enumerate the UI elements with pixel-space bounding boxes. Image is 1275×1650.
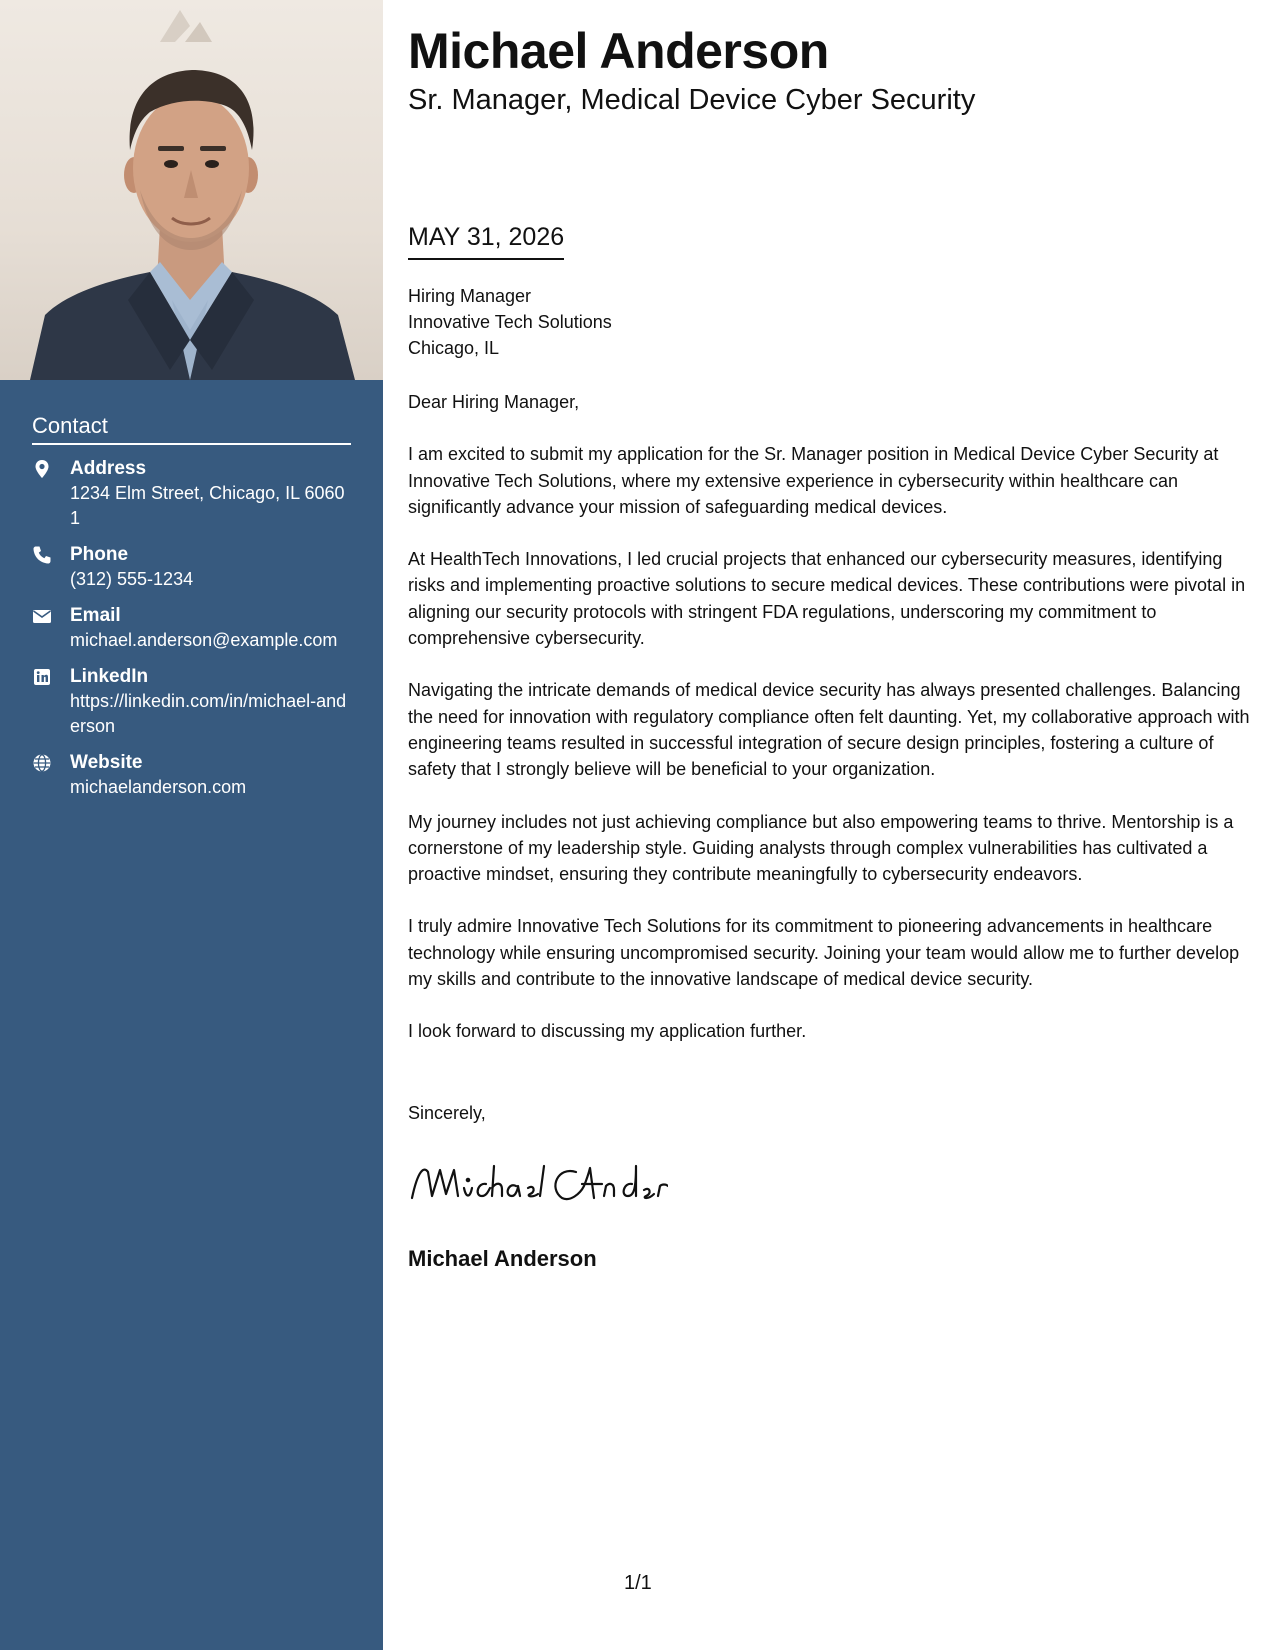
contact-website: [32, 751, 351, 800]
paragraph: My journey includes not just achieving compliance but also empowering teams to thrive. Mentorship is a cornerstone of my leadership style. Guiding analysts through complex vulnerabilities has cultivated a proactive mindset, ensuring they contribute meaningfully to cybersecurity endeavors.: [408, 811, 1234, 885]
profile-photo: [0, 0, 383, 380]
location-pin-icon: [32, 457, 70, 531]
handwritten-signature: [408, 1158, 668, 1208]
linkedin-value[interactable]: https://linkedin.com/in/michael-anderson: [70, 691, 347, 736]
contact-phone: [32, 543, 351, 592]
sidebar: [0, 0, 383, 1650]
closing: Sincerely,: [408, 1103, 486, 1123]
greeting: Dear Hiring Manager,: [408, 392, 580, 412]
signed-name: Michael Anderson: [408, 1246, 597, 1271]
contact-label: Phone: [70, 544, 129, 565]
phone-value[interactable]: (312) 555-1234: [70, 569, 194, 589]
paragraph: I truly admire Innovative Tech Solutions for its commitment to pioneering advancements in healthcare technology while ensuring uncompromised security. Joining your team would allow me to further develop my skills and contribute to the innovative landscape of medical device security.: [408, 916, 1240, 990]
paragraph: At HealthTech Innovations, I led crucial projects that enhanced our cybersecurity measures, identifying risks and implementing proactive solutions to secure medical devices. These contributions were pivotal in aligning our security protocols with stringent FDA regulations, underscoring my commitment to comprehensive cybersecurity.: [408, 549, 1246, 649]
envelope-icon: [32, 604, 70, 653]
letter-content: [408, 389, 1253, 1071]
address-value: 1234 Elm Street, Chicago, IL 60601: [70, 483, 345, 528]
globe-icon: [32, 751, 70, 800]
job-title: Sr. Manager, Medical Device Cyber Security: [408, 84, 976, 116]
website-value[interactable]: michaelanderson.com: [70, 777, 247, 797]
letter-date: MAY 31, 2026: [408, 223, 564, 260]
phone-icon: [32, 543, 70, 592]
paragraph: I look forward to discussing my application further.: [408, 1021, 807, 1042]
recipient-line: Innovative Tech Solutions: [408, 312, 612, 332]
contact-label: LinkedIn: [70, 666, 149, 687]
contact-label: Email: [70, 605, 121, 626]
contact-label: Website: [70, 752, 143, 773]
paragraph: Navigating the intricate demands of medical device security has always presented challenges. Balancing the need for innovation with regulatory compliance often felt daunting. Yet, my collaborative approach with engineering teams resulted in successful integration of secure design principles, fostering a culture of safety that I strongly believe will be beneficial to your organization.: [408, 680, 1250, 780]
email-value[interactable]: michael.anderson@example.com: [70, 630, 338, 650]
applicant-name: Michael Anderson: [408, 23, 829, 79]
contact-heading: Contact: [32, 413, 351, 445]
contact-address: [32, 457, 351, 531]
contact-email: [32, 604, 351, 653]
recipient-block: [408, 283, 612, 361]
contact-linkedin: [32, 665, 351, 739]
paragraph: I am excited to submit my application for the Sr. Manager position in Medical Device Cyber Security at Innovative Tech Solutions, where my extensive experience in cybersecurity within healthcare can significantly advance your mission of safeguarding medical devices.: [408, 444, 1219, 517]
contact-label: Address: [70, 458, 147, 479]
page-number: 1/1: [624, 1572, 652, 1594]
linkedin-icon: [32, 665, 70, 739]
recipient-line: Hiring Manager: [408, 286, 532, 306]
contact-section: [32, 413, 351, 812]
recipient-line: Chicago, IL: [408, 338, 500, 358]
